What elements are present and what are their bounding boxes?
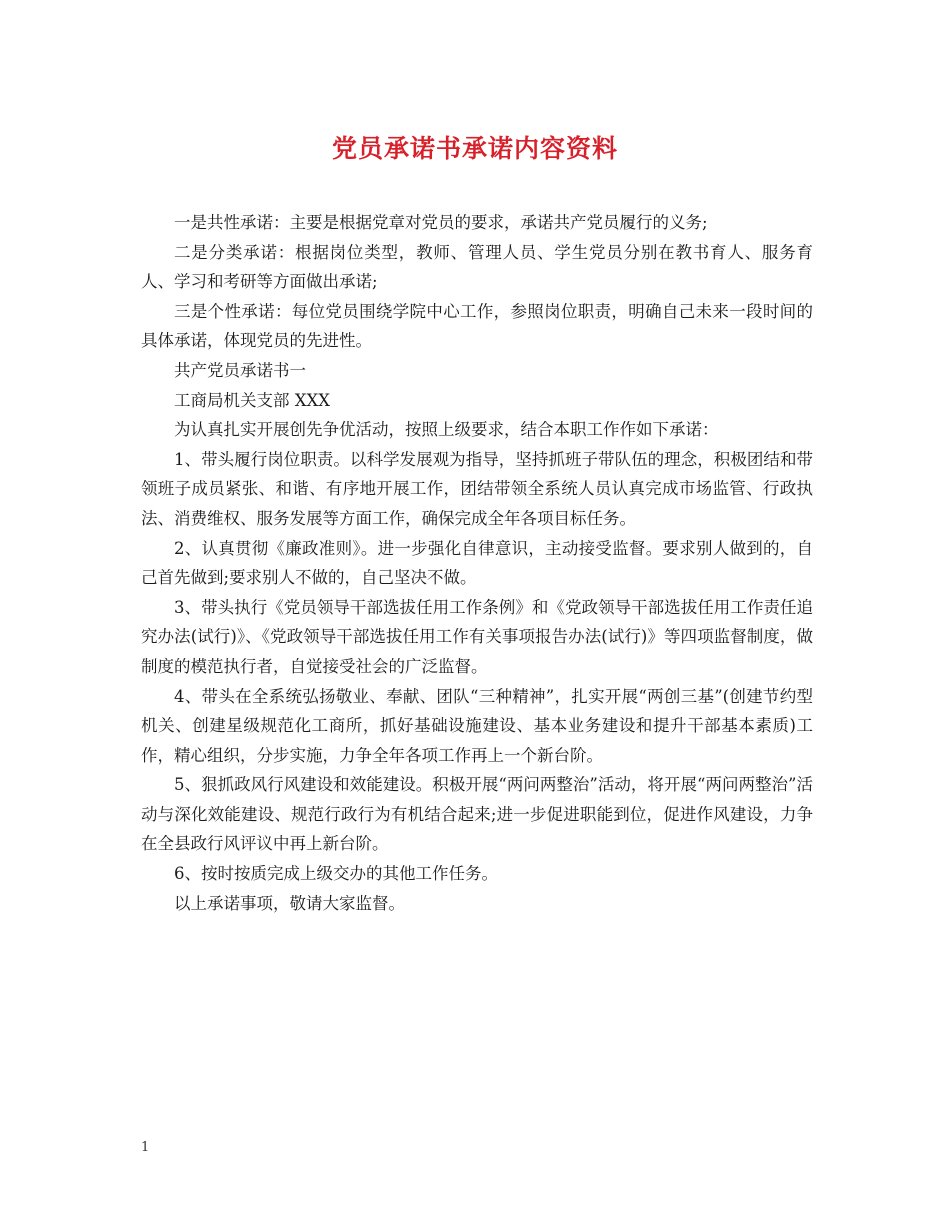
- paragraph-item-1: 1、带头履行岗位职责。以科学发展观为指导，坚持抓班子带队伍的理念，积极团结和带领班子成员紧张、和谐、有序地开展工作，团结带领全系统人员认真完成市场监管、行政执法、消费维权、服务发展等方面工作，确保完成全年各项目标任务。: [141, 449, 813, 528]
- paragraph-category-commitment: 二是分类承诺：根据岗位类型，教师、管理人员、学生党员分别在教书育人、服务育人、学习和考研等方面做出承诺;: [141, 242, 813, 292]
- paragraph-author: 工商局机关支部 XXX: [174, 390, 330, 410]
- paragraph-closing: 以上承诺事项，敬请大家监督。: [174, 893, 405, 913]
- paragraph-item-3: 3、带头执行《党员领导干部选拔任用工作条例》和《党政领导干部选拔任用工作责任追究办法(试行)》、《党政领导干部选拔任用工作有关事项报告办法(试行)》等四项监督制度，做制度的模范执行者，自觉接受社会的广泛监督。: [141, 597, 813, 676]
- paragraph-common-commitment: 一是共性承诺：主要是根据党章对党员的要求，承诺共产党员履行的义务;: [174, 213, 708, 232]
- paragraph-subtitle: 共产党员承诺书一: [174, 360, 306, 380]
- paragraph-intro: 为认真扎实开展创先争优活动，按照上级要求，结合本职工作作如下承诺：: [174, 420, 719, 440]
- paragraph-personal-commitment: 三是个性承诺：每位党员围绕学院中心工作，参照岗位职责，明确自己未来一段时间的具体承诺，体现党员的先进性。: [141, 301, 813, 351]
- page-number: 1: [141, 1140, 150, 1155]
- document-title: 党员承诺书承诺内容资料: [331, 134, 618, 163]
- paragraph-item-4: 4、带头在全系统弘扬敬业、奉献、团队“三种精神”，扎实开展“两创三基”(创建节约型机关、创建星级规范化工商所，抓好基础设施建设、基本业务建设和提升干部基本素质)工作，精心组织，分步实施，力争全年各项工作再上一个新台阶。: [141, 686, 813, 765]
- paragraph-item-5: 5、狠抓政风行风建设和效能建设。积极开展“两问两整治”活动，将开展“两问两整治”活动与深化效能建设、规范行政行为有机结合起来;进一步促进职能到位，促进作风建设，力争在全县政行风评议中再上新台阶。: [141, 775, 813, 854]
- document-body: [141, 208, 813, 918]
- paragraph-item-2: 2、认真贯彻《廉政准则》。进一步强化自律意识，主动接受监督。要求别人做到的，自己首先做到;要求别人不做的，自己坚决不做。: [141, 538, 813, 588]
- paragraph-item-6: 6、按时按质完成上级交办的其他工作任务。: [174, 864, 498, 884]
